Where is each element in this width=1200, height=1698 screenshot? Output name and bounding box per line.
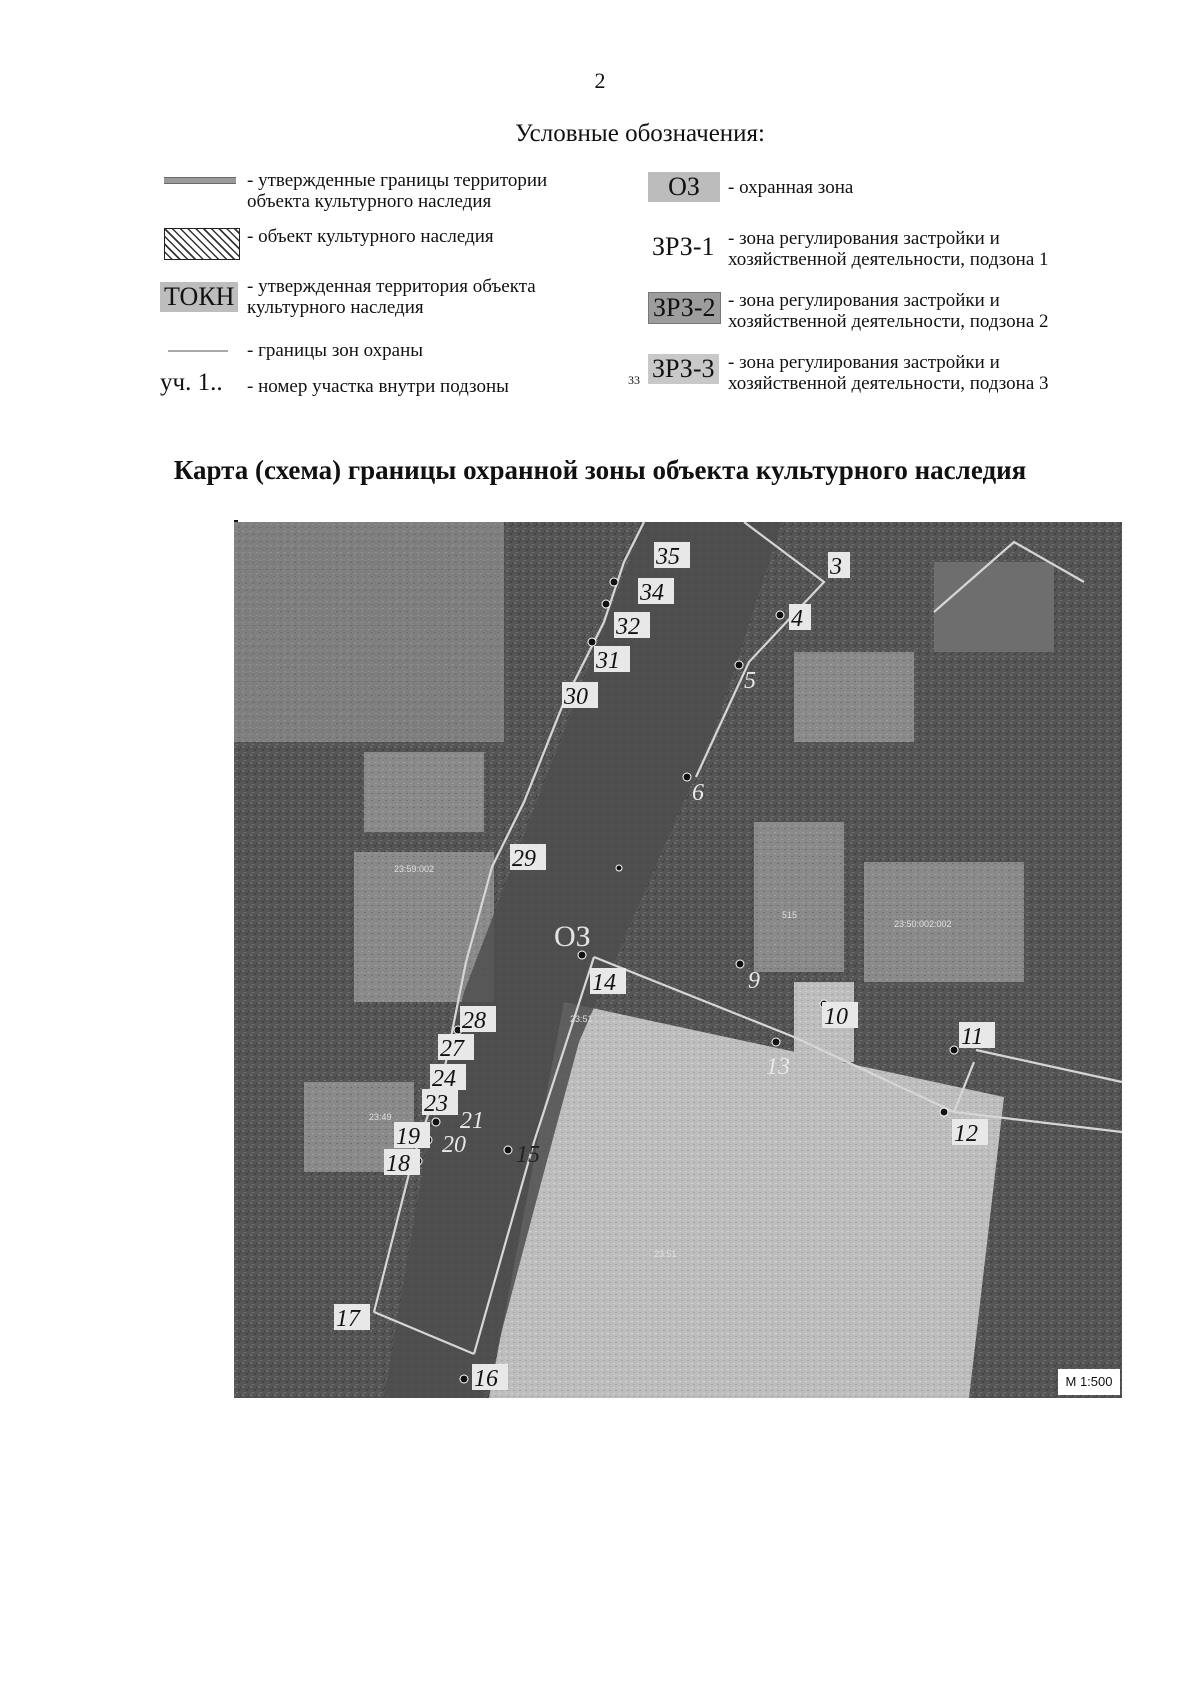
point-19: 19: [396, 1124, 420, 1150]
point-34: 34: [640, 580, 664, 606]
map-frame: [234, 522, 1122, 1398]
hatch-symbol: [164, 228, 240, 260]
svg-text:23:51: 23:51: [570, 1014, 593, 1024]
point-30: 30: [564, 684, 588, 710]
boundary-line-symbol: [164, 177, 236, 184]
point-6: 6: [692, 780, 704, 806]
legend-text: - зона регулирования застройки и хозяйственной деятельности, подзона 1: [728, 228, 1049, 270]
legend-text: - границы зон охраны: [247, 340, 424, 361]
legend-text: - зона регулирования застройки и хозяйственной деятельности, подзона 2: [728, 290, 1049, 332]
point-17: 17: [336, 1306, 360, 1332]
point-21: 21: [460, 1108, 484, 1134]
svg-text:23:51: 23:51: [654, 1249, 677, 1259]
tokn-label: ТОКН: [160, 282, 238, 312]
point-9: 9: [748, 968, 760, 994]
zrz3-prefix: 33: [628, 373, 640, 387]
point-3: 3: [830, 554, 842, 580]
legend-text: - охранная зона: [728, 177, 854, 198]
point-15: 15: [516, 1142, 540, 1168]
point-35: 35: [656, 544, 680, 570]
point-32: 32: [616, 614, 640, 640]
legend-text: - утвержденные границы территории объекта культурного наследия: [247, 170, 548, 212]
svg-text:23:50:002:002: 23:50:002:002: [894, 919, 952, 929]
zrz2-label: ЗРЗ-2: [648, 292, 721, 324]
point-29: 29: [512, 846, 536, 872]
point-27: 27: [440, 1036, 464, 1062]
point-16: 16: [474, 1366, 498, 1392]
point-4: 4: [791, 606, 803, 632]
zone-label-oz: ОЗ: [554, 920, 591, 953]
zone-line-symbol: [168, 350, 228, 352]
legend-title: Условные обозначения:: [514, 120, 766, 147]
legend-text: - номер участка внутри подзоны: [247, 376, 509, 397]
point-5: 5: [744, 668, 756, 694]
map-svg: [234, 522, 1122, 1398]
point-18: 18: [386, 1151, 410, 1177]
page-number: 2: [594, 68, 606, 93]
scale-label: М 1:500: [1058, 1369, 1120, 1395]
point-13: 13: [766, 1054, 790, 1080]
point-11: 11: [961, 1024, 984, 1050]
svg-text:23:49: 23:49: [369, 1112, 392, 1122]
zrz3-label: ЗРЗ-3: [648, 354, 719, 384]
oz-label: ОЗ: [648, 172, 720, 202]
point-24: 24: [432, 1066, 456, 1092]
zrz1-label: ЗРЗ-1: [652, 232, 715, 261]
point-12: 12: [954, 1121, 978, 1147]
svg-text:515: 515: [782, 910, 798, 920]
point-31: 31: [596, 648, 620, 674]
plot-number-label: уч. 1..: [160, 369, 223, 396]
point-10: 10: [824, 1004, 848, 1030]
point-23: 23: [424, 1091, 448, 1117]
legend-text: - объект культурного наследия: [247, 226, 494, 247]
map-title: Карта (схема) границы охранной зоны объекта культурного наследия: [173, 455, 1027, 485]
point-14: 14: [592, 970, 616, 996]
legend-text: - утвержденная территория объекта культурного наследия: [247, 276, 536, 318]
point-20: 20: [442, 1132, 466, 1158]
legend-text: - зона регулирования застройки и хозяйственной деятельности, подзона 3: [728, 352, 1049, 394]
point-28: 28: [462, 1008, 486, 1034]
svg-text:23:59:002: 23:59:002: [394, 864, 435, 874]
